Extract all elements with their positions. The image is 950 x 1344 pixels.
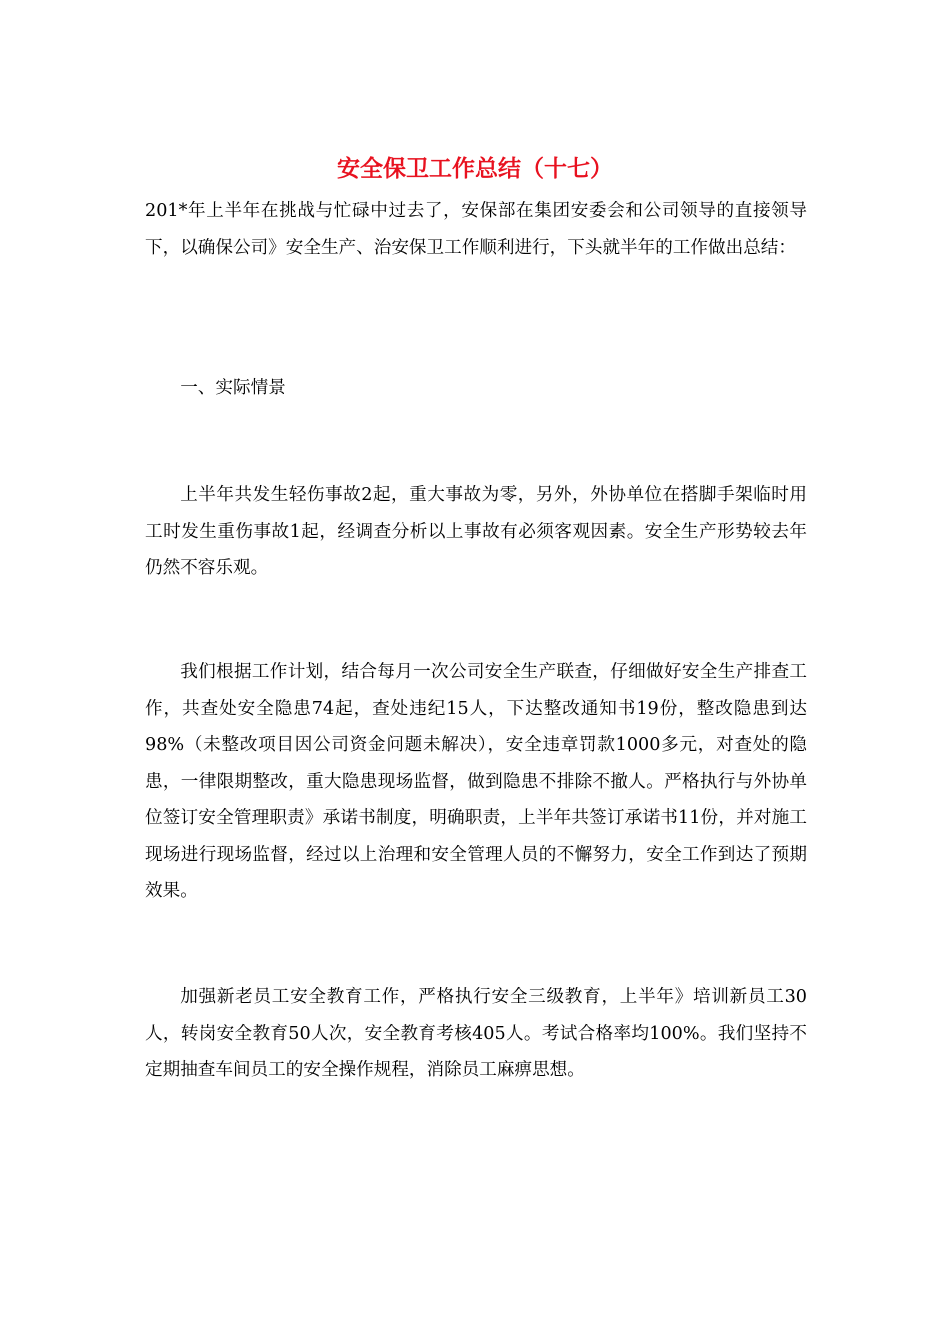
inspection-paragraph: 我们根据工作计划，结合每月一次公司安全生产联查，仔细做好安全生产排查工作，共查处安全隐患74起，查处违纪15人，下达整改通知书19份，整改隐患到达98%（未整改项目因公司资金问题未解决），安全违章罚款1000多元，对查处的隐患，一律限期整改，重大隐患现场监督，做到隐患不排除不撤人。严格执行与外协单位签订安全管理职责》承诺书制度，明确职责，上半年共签订承诺书11份，并对施工现场进行现场监督，经过以上治理和安全管理人员的不懈努力，安全工作到达了预期效果。 [145,662,807,901]
section-heading: 一、实际情景 [180,378,286,398]
intro-paragraph: 201*年上半年在挑战与忙碌中过去了，安保部在集团安委会和公司领导的直接领导下，以确保公司》安全生产、治安保卫工作顺利进行，下头就半年的工作做出总结： [145,201,807,258]
accidents-paragraph: 上半年共发生轻伤事故2起，重大事故为零，另外，外协单位在搭脚手架临时用工时发生重伤事故1起，经调查分析以上事故有必须客观因素。安全生产形势较去年仍然不容乐观。 [145,485,807,578]
document-title: 安全保卫工作总结（十七） [337,155,613,182]
education-paragraph: 加强新老员工安全教育工作，严格执行安全三级教育，上半年》培训新员工30人，转岗安全教育50人次，安全教育考核405人。考试合格率均100%。我们坚持不定期抽查车间员工的安全操作规程，消除员工麻痹思想。 [145,987,807,1080]
